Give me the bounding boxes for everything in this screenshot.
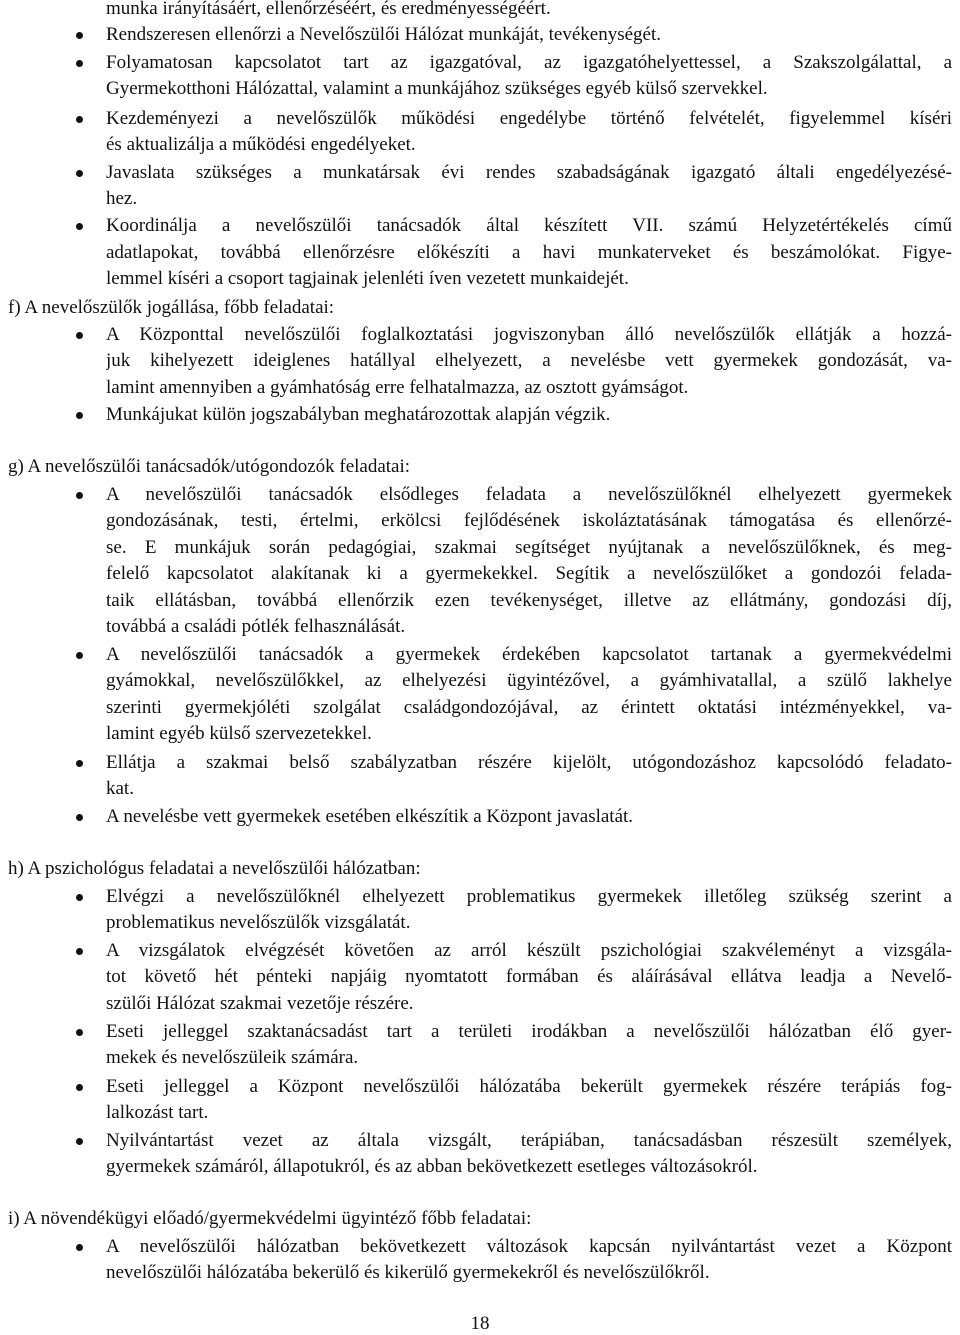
paragraph-line: A vizsgálatok elvégzését követően az arról készült pszichológiai szakvéleményt a vizsgála-	[106, 940, 952, 961]
section-heading: g) A nevelőszülői tanácsadók/utógondozók feladatai:	[8, 456, 411, 477]
paragraph-line: se. E munkájuk során pedagógiai, szakmai segítséget nyújtanak a nevelőszülőknek, és meg-	[106, 537, 952, 558]
paragraph-line: szülői Hálózat szakmai vezetője részére.	[106, 993, 414, 1014]
bullet-icon	[76, 60, 83, 67]
paragraph-line: Kezdeményezi a nevelőszülők működési engedélybe történő felvételét, figyelemmel kíséri	[106, 108, 952, 129]
paragraph-line: Rendszeresen ellenőrzi a Nevelőszülői Hálózat munkáját, tevékenységét.	[106, 24, 661, 45]
paragraph-line: Javaslata szükséges a munkatársak évi rendes szabadságának igazgató általi engedélyezésé-	[106, 162, 952, 183]
bullet-icon	[76, 170, 83, 177]
paragraph-line: juk kihelyezett ideiglenes hatállyal elhelyezett, a nevelésbe vett gyermekek gondozását, va-	[106, 350, 952, 371]
paragraph-line: nevelőszülői hálózatába bekerülő és kikerülő gyermekekről és nevelőszülőkről.	[106, 1262, 710, 1283]
bullet-icon	[76, 223, 83, 230]
paragraph-line: problematikus nevelőszülők vizsgálatát.	[106, 912, 411, 933]
paragraph-line: hez.	[106, 188, 138, 209]
bullet-icon	[76, 760, 83, 767]
paragraph-line: A nevelőszülői hálózatban bekövetkezett változások kapcsán nyilvántartást vezet a Központ	[106, 1236, 952, 1257]
bullet-icon	[76, 32, 83, 39]
paragraph-line: Nyilvántartást vezet az általa vizsgált, terápiában, tanácsadásban részesült személyek,	[106, 1130, 952, 1151]
paragraph-line: lamint amennyiben a gyámhatóság erre felhatalmazza, az osztott gyámságot.	[106, 377, 689, 398]
paragraph-line: A nevelőszülői tanácsadók elsődleges feladata a nevelőszülőknél elhelyezett gyermekek	[106, 484, 952, 505]
paragraph-line: Eseti jelleggel a Központ nevelőszülői hálózatába bekerült gyermekek részére terápiás fog-	[106, 1076, 952, 1097]
bullet-icon	[76, 412, 83, 419]
section-heading: h) A pszichológus feladatai a nevelőszülői hálózatban:	[8, 858, 421, 879]
paragraph-line: és aktualizálja a működési engedélyeket.	[106, 134, 416, 155]
bullet-icon	[76, 116, 83, 123]
paragraph-line: mekek és nevelőszüleik számára.	[106, 1047, 359, 1068]
bullet-icon	[76, 814, 83, 821]
bullet-icon	[76, 492, 83, 499]
paragraph-line: A Központtal nevelőszülői foglalkoztatási jogviszonyban álló nevelőszülők ellátják a hozzá-	[106, 324, 952, 345]
paragraph-line: A nevelőszülői tanácsadók a gyermekek érdekében kapcsolatot tartanak a gyermekvédelmi	[106, 644, 952, 665]
paragraph-line: gyámokkal, nevelőszülőkkel, az elhelyezési ügyintézővel, a gyámhivatallal, a szülő lakhelye	[106, 670, 952, 691]
section-heading: i) A növendékügyi előadó/gyermekvédelmi ügyintéző főbb feladatai:	[8, 1208, 532, 1229]
paragraph-line: Ellátja a szakmai belső szabályzatban részére kijelölt, utógondozáshoz kapcsolódó feladato-	[106, 752, 952, 773]
paragraph-line: taik ellátásban, továbbá ellenőrzik ezen tevékenységet, illetve az ellátmány, gondozási díj,	[106, 590, 952, 611]
paragraph-line: tot követő hét pénteki napjáig nyomtatott formában és aláírásával ellátva leadja a Nevelő-	[106, 966, 952, 987]
page-number: 18	[470, 1313, 490, 1334]
paragraph-line: felelő kapcsolatot alakítanak ki a gyermekekkel. Segítik a nevelőszülőket a gondozói felada-	[106, 563, 952, 584]
paragraph-line: Gyermekotthoni Hálózattal, valamint a munkájához szükséges egyéb külső szervekkel.	[106, 78, 768, 99]
paragraph-line: adatlapokat, továbbá ellenőrzésre előkészíti a havi munkaterveket és beszámolókat. Figye-	[106, 242, 952, 263]
bullet-icon	[76, 1138, 83, 1145]
section-heading: f) A nevelőszülők jogállása, főbb feladatai:	[8, 297, 335, 318]
paragraph-line: Munkájukat külön jogszabályban meghatározottak alapján végzik.	[106, 404, 611, 425]
paragraph-line: szerinti gyermekjóléti szolgálat családgondozójával, az érintett oktatási intézményekkel, va-	[106, 697, 952, 718]
bullet-icon	[76, 1244, 83, 1251]
paragraph-line: lalkozást tart.	[106, 1102, 209, 1123]
paragraph-line: gyermekek számáról, állapotukról, és az abban bekövetkezett esetleges változásokról.	[106, 1156, 758, 1177]
paragraph-line: Koordinálja a nevelőszülői tanácsadók által készített VII. számú Helyzetértékelés című	[106, 215, 952, 236]
paragraph-line: Eseti jelleggel szaktanácsadást tart a területi irodákban a nevelőszülői hálózatban élő gyer-	[106, 1021, 952, 1042]
paragraph-line: továbbá a családi pótlék felhasználását.	[106, 616, 406, 637]
paragraph-line: A nevelésbe vett gyermekek esetében elkészítik a Központ javaslatát.	[106, 806, 634, 827]
paragraph-line: lemmel kíséri a csoport tagjainak jelenléti íven vezetett munkaidejét.	[106, 268, 629, 289]
bullet-icon	[76, 332, 83, 339]
paragraph-line: Folyamatosan kapcsolatot tart az igazgatóval, az igazgatóhelyettessel, a Szakszolgálattal, a	[106, 52, 952, 73]
paragraph-line: munka irányításáért, ellenőrzéséért, és eredményességéért.	[106, 0, 551, 19]
bullet-icon	[76, 1029, 83, 1036]
paragraph-line: lamint egyéb külső szervezetekkel.	[106, 723, 372, 744]
paragraph-line: Elvégzi a nevelőszülőknél elhelyezett problematikus gyermekek illetőleg szükség szerint a	[106, 886, 952, 907]
bullet-icon	[76, 1084, 83, 1091]
paragraph-line: kat.	[106, 778, 134, 799]
bullet-icon	[76, 894, 83, 901]
paragraph-line: gondozásának, testi, értelmi, erkölcsi fejlődésének iskoláztatásának támogatása és ellenőrzé-	[106, 510, 952, 531]
bullet-icon	[76, 652, 83, 659]
bullet-icon	[76, 948, 83, 955]
